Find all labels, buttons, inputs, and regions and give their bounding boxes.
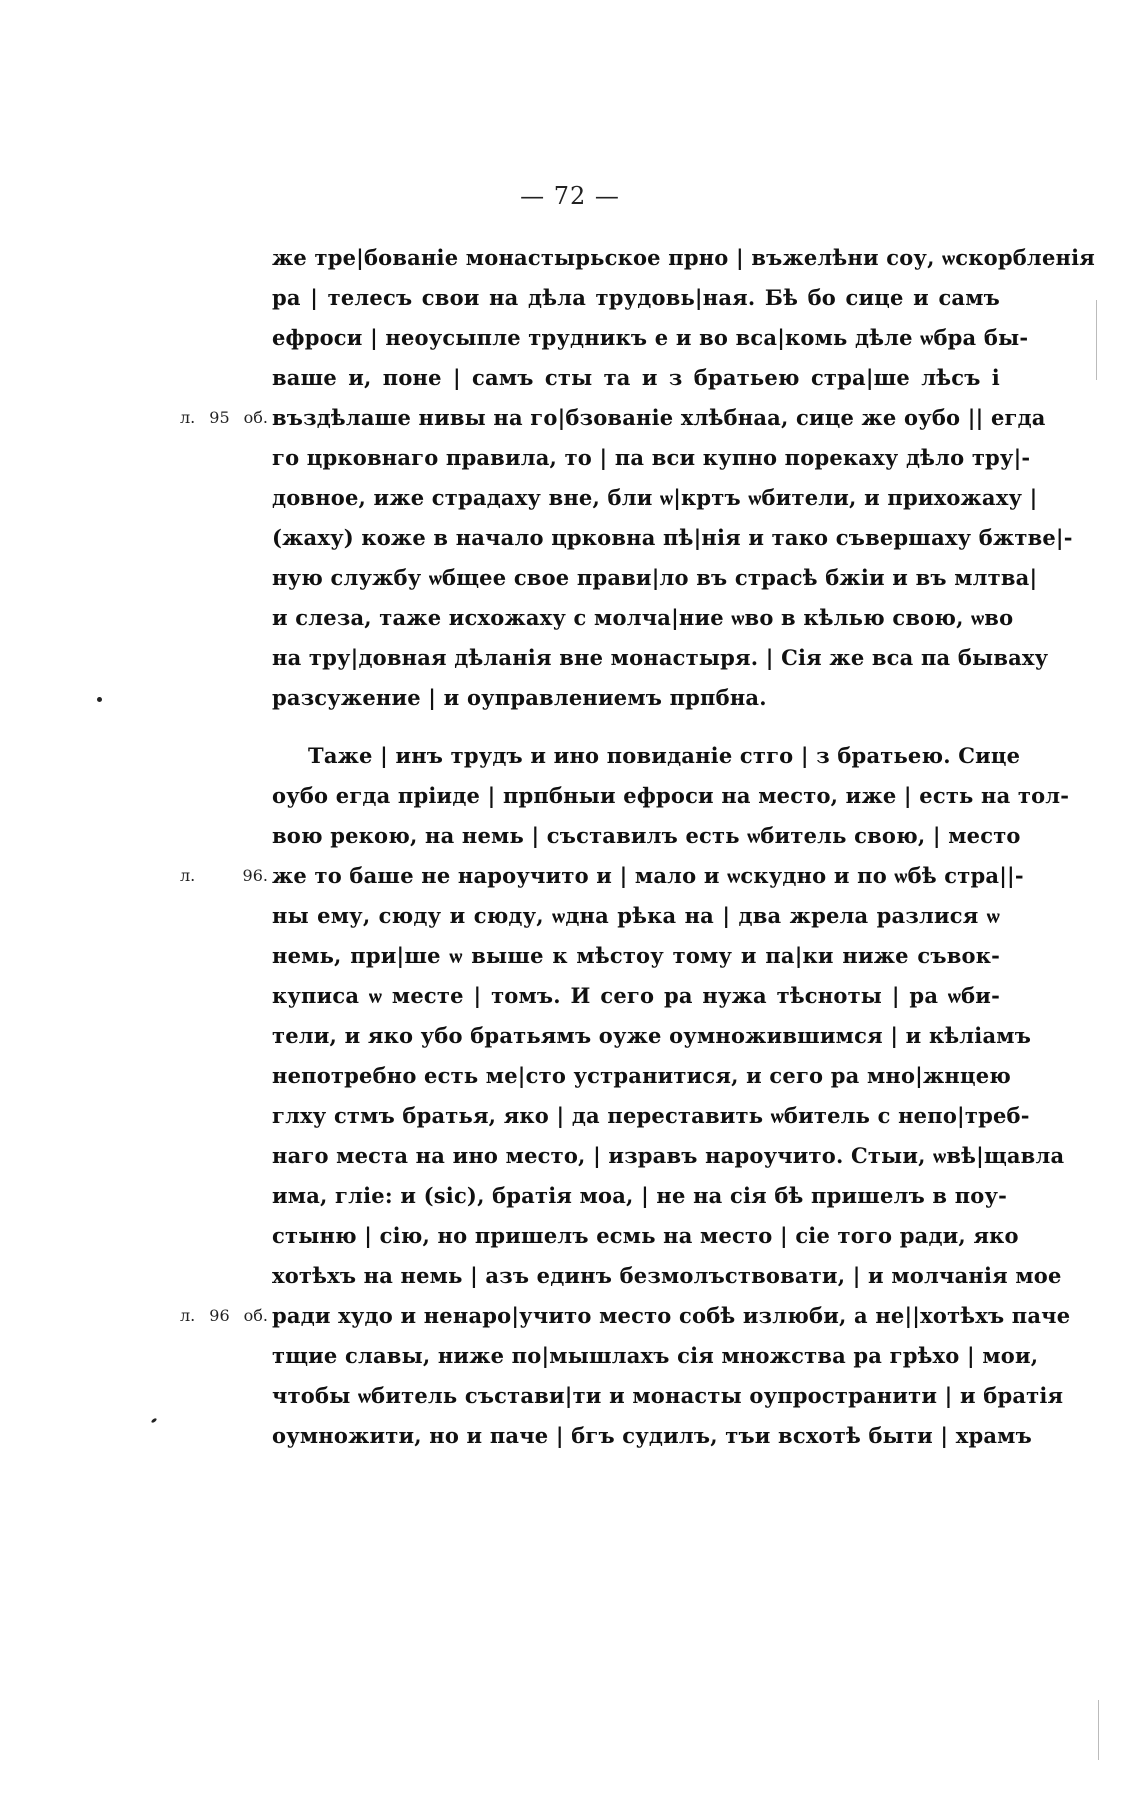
line-text: въздѣлаше нивы на го|бзованіе хлѣбнаа, сице же оубо || егда — [272, 405, 1046, 430]
ink-speck — [97, 697, 102, 702]
text-line — [272, 1056, 1011, 1096]
line-text: ную службу ѡбщее свое прави|ло въ страсѣ бжіи и въ млтва| — [272, 565, 1038, 590]
margin-folio-note: л. 95 об. — [180, 408, 268, 427]
line-text: Таже | инъ трудъ и ино повиданіе стго | з братьею. Сице — [308, 743, 1021, 768]
line-text: ра | телесъ свои на дѣла трудовь|ная. Бѣ бо сице и самъ — [272, 285, 1000, 310]
line-text: ради худо и ненаро|учито место собѣ излюби, а не||хотѣхъ паче — [272, 1303, 1071, 1328]
scan-edge-line — [1096, 300, 1097, 380]
line-text: же то баше не нароучито и | мало и ѡскудно и по ѡбѣ стра||- — [272, 863, 1024, 888]
text-line — [180, 856, 1024, 896]
line-text: немь, при|ше ѡ выше к мѣстоу тому и па|ки ниже съвок- — [272, 943, 1000, 968]
paragraph-1 — [180, 238, 1095, 718]
text-line — [272, 1096, 1030, 1136]
paragraph-2 — [180, 736, 1071, 1456]
margin-folio-note: л. 96. — [180, 866, 268, 885]
line-text: на тру|довная дѣланія вне монастыря. | Сія же вса па бываху — [272, 645, 1049, 670]
scan-edge-line — [1098, 1700, 1099, 1760]
text-line — [272, 816, 1021, 856]
text-line — [272, 1176, 1008, 1216]
text-line — [272, 278, 1000, 318]
text-line — [272, 1136, 1065, 1176]
text-line — [272, 936, 1000, 976]
text-line — [272, 678, 1000, 718]
text-line — [272, 598, 1014, 638]
page-number: — 72 — — [520, 182, 620, 210]
text-line — [272, 1336, 1039, 1376]
ink-speck — [151, 1418, 158, 1424]
text-line — [272, 1256, 1062, 1296]
line-text: ефроси | неоусыпле трудникъ е и во вса|комь дѣле ѡбра бы- — [272, 325, 1029, 350]
text-line — [272, 1216, 1019, 1256]
text-line — [272, 318, 1029, 358]
text-line — [272, 638, 1049, 678]
line-text: вою рекою, на немь | съставилъ есть ѡбитель свою, | место — [272, 823, 1021, 848]
line-text: оумножити, но и паче | бгъ судилъ, тъи всхотѣ быти | храмъ — [272, 1423, 1032, 1448]
margin-folio-note: л. 96 об. — [180, 1306, 268, 1325]
text-line — [272, 478, 1038, 518]
line-text: же тре|бованіе монастырьское прно | въжелѣни соу, ѡскорбленія — [272, 245, 1095, 270]
line-text: непотребно есть ме|сто устранитися, и сего ра мно|жнцею — [272, 1063, 1011, 1088]
line-text: ны ему, сюду и сюду, ѡдна рѣка на | два жрела разлися ѡ — [272, 903, 1000, 928]
text-line — [180, 1296, 1071, 1336]
line-text: разсужение | и оуправлениемъ прпбна. — [272, 685, 767, 710]
line-text: го црковнаго правила, то | па вси купно порекаху дѣло тру|- — [272, 445, 1031, 470]
line-text: ваше и, поне | самъ сты та и з братьею стра|ше лѣсъ і — [272, 365, 1000, 390]
line-text: оубо егда пріиде | прпбныи ефроси на место, иже | есть на тол- — [272, 783, 1070, 808]
line-text: хотѣхъ на немь | азъ единъ безмолъствовати, | и молчанія мое — [272, 1263, 1062, 1288]
text-line — [272, 976, 1000, 1016]
line-text: стыню | сію, но пришелъ есмь на место | сіе того ради, яко — [272, 1223, 1019, 1248]
text-line — [180, 398, 1046, 438]
text-line — [272, 518, 1073, 558]
text-line — [272, 1016, 1032, 1056]
line-text: довное, иже страдаху вне, бли ѡ|кртъ ѡбители, и прихожаху | — [272, 485, 1038, 510]
line-text: (жаху) коже в начало црковна пѣ|нія и тако съвершаху бжтве|- — [272, 525, 1073, 550]
text-line — [272, 736, 1021, 776]
text-line — [272, 438, 1031, 478]
line-text: куписа ѡ месте | томъ. И сего ра нужа тѣсноты | ра ѡби- — [272, 983, 1000, 1008]
line-text: тщие славы, ниже по|мышлахъ сія множства ра грѣхо | мои, — [272, 1343, 1039, 1368]
line-text: чтобы ѡбитель състави|ти и монасты оупространити | и братія — [272, 1383, 1064, 1408]
text-line — [272, 358, 1000, 398]
line-text: глху стмъ братья, яко | да переставить ѡбитель с непо|треб- — [272, 1103, 1030, 1128]
line-text: наго места на ино место, | изравъ нароучито. Стыи, ѡвѣ|щавла — [272, 1143, 1065, 1168]
text-line — [272, 1376, 1064, 1416]
text-line — [272, 238, 1095, 278]
text-line — [272, 558, 1038, 598]
text-line — [272, 896, 1000, 936]
line-text: има, гліе: и (sic), братія моа, | не на сія бѣ пришелъ в поу- — [272, 1183, 1008, 1208]
line-text: тели, и яко убо братьямъ оуже оумножившимся | и кѣліамъ — [272, 1023, 1032, 1048]
paragraph-gap — [272, 718, 1000, 736]
text-line — [272, 776, 1070, 816]
text-line — [272, 1416, 1032, 1456]
body-text — [180, 238, 1095, 1456]
line-text: и слеза, таже исхожаху с молча|ние ѡво в кѣлью свою, ѡво — [272, 605, 1014, 630]
